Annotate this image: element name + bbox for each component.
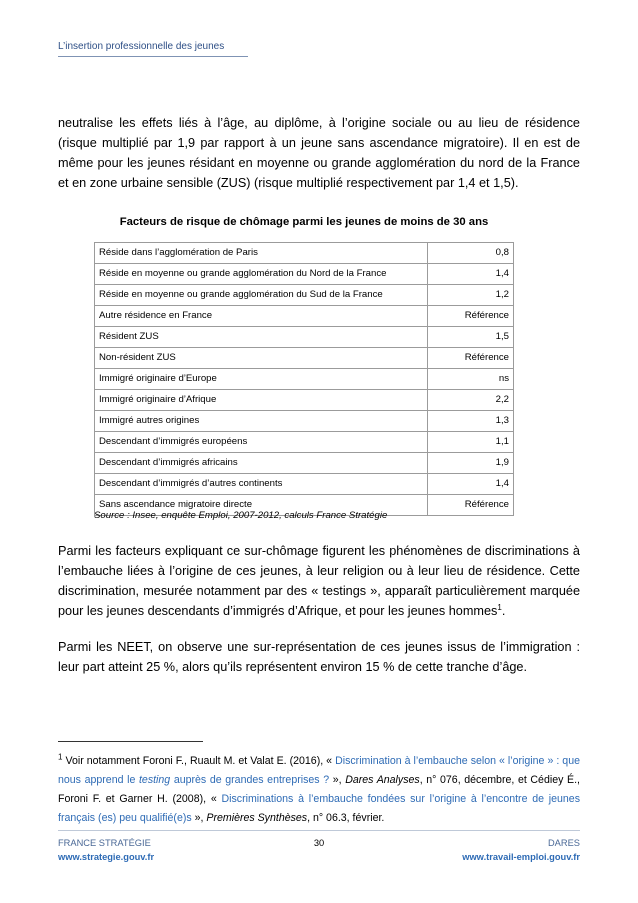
row-label: Descendant d’immigrés d’autres continents <box>95 474 428 495</box>
body-paragraph-2-end: . <box>501 604 506 618</box>
body-paragraph-2 <box>58 541 580 621</box>
row-label: Immigré autres origines <box>95 411 428 432</box>
row-value: 1,5 <box>428 327 514 348</box>
page-number: 30 <box>313 838 325 848</box>
row-label: Non-résident ZUS <box>95 348 428 369</box>
row-label: Réside dans l’agglomération de Paris <box>95 243 428 264</box>
row-value: Référence <box>428 306 514 327</box>
footer-travail-link[interactable]: www.travail-emploi.gouv.fr <box>462 852 580 862</box>
row-value: 2,2 <box>428 390 514 411</box>
footnote-text-1: Voir notamment Foroni F., Ruault M. et Valat E. (2016), « <box>62 755 336 767</box>
row-label: Réside en moyenne ou grande agglomération du Sud de la France <box>95 285 428 306</box>
row-value: 1,2 <box>428 285 514 306</box>
row-label: Descendant d’immigrés européens <box>95 432 428 453</box>
footnote-link-2[interactable]: Discriminations à l’embauche fondées sur l’origine à l’encontre de jeunes français (es) peu qualifié(e)s <box>58 793 580 824</box>
table-row <box>95 285 514 306</box>
risk-factors-table <box>94 242 514 516</box>
body-paragraph-3: Parmi les NEET, on observe une sur-représentation de ces jeunes issus de l’immigration : leur part atteint 25 %, alors qu’ils représentent environ 15 % de cette tranche d’âge. <box>58 640 580 674</box>
row-value: 1,9 <box>428 453 514 474</box>
row-label: Résident ZUS <box>95 327 428 348</box>
table-row <box>95 327 514 348</box>
table-row <box>95 474 514 495</box>
table-row <box>95 369 514 390</box>
table-row <box>95 306 514 327</box>
row-value: 1,4 <box>428 264 514 285</box>
table-row <box>95 264 514 285</box>
table-source: Source : Insee, enquête Emploi, 2007-2012, calculs France Stratégie <box>94 510 388 521</box>
table-row <box>95 432 514 453</box>
footer-strategie-link[interactable]: www.strategie.gouv.fr <box>58 852 155 862</box>
body-paragraph-2-text: Parmi les facteurs expliquant ce sur-chômage figurent les phénomènes de discriminations à l’embauche liées à l’origine de ces jeunes, à leur religion ou à leur lieu de résidence. Cette discrimination, mesurée notamment par des « testings », apparaît particulièrement marquée pour les jeunes descendants d’immigrés d’Afrique, et pour les jeunes hommes <box>58 544 580 618</box>
row-label: Immigré originaire d’Europe <box>95 369 428 390</box>
row-value: Référence <box>428 495 514 516</box>
table-row <box>95 243 514 264</box>
table-row <box>95 453 514 474</box>
body-paragraph-1: neutralise les effets liés à l’âge, au diplôme, à l’origine sociale ou au lieu de résidence (risque multiplié par 1,9 par rapport à un jeune sans ascendance migratoire). Il en est de même pour les jeunes résidant en moyenne ou grande agglomération du nord de la France et en zone urbaine sensible (ZUS) (risque multiplié respectivement par 1,4 et 1,5). <box>58 116 580 190</box>
row-value: Référence <box>428 348 514 369</box>
footer-org-label: FRANCE STRATÉGIE <box>58 838 151 848</box>
footnote-link-1-part-b[interactable]: auprès de grandes entreprises ? <box>170 774 330 786</box>
footnote-separator <box>58 741 203 742</box>
row-label: Autre résidence en France <box>95 306 428 327</box>
header-title: L’insertion professionnelle des jeunes <box>58 41 225 52</box>
footnote-text-3: , n° 076, décembre, et Cédiey É., Foroni F. et Garner H. (2008), « <box>58 774 580 805</box>
footer-separator <box>58 830 580 831</box>
footnote <box>58 752 580 828</box>
row-label: Immigré originaire d’Afrique <box>95 390 428 411</box>
row-value: 0,8 <box>428 243 514 264</box>
footer-right <box>462 836 580 864</box>
row-value: 1,1 <box>428 432 514 453</box>
risk-table-body <box>95 243 514 516</box>
row-value: ns <box>428 369 514 390</box>
row-value: 1,4 <box>428 474 514 495</box>
table-title: Facteurs de risque de chômage parmi les jeunes de moins de 30 ans <box>119 216 489 228</box>
table-row <box>95 390 514 411</box>
footnote-number: 1 <box>58 752 63 762</box>
running-header <box>58 36 248 57</box>
row-label: Sans ascendance migratoire directe <box>95 495 428 516</box>
footnote-link-1-italic[interactable]: testing <box>138 774 171 786</box>
footnote-link-1-part-a[interactable]: Discrimination à l’embauche selon « l’origine » : que nous apprend le <box>58 755 580 786</box>
footnote-text-5: , n° 06.3, février. <box>307 812 385 824</box>
footer-dares-label: DARES <box>547 838 580 848</box>
footnote-ref[interactable]: 1 <box>497 602 502 612</box>
table-row <box>95 411 514 432</box>
table-row <box>95 348 514 369</box>
row-label: Réside en moyenne ou grande agglomération du Nord de la France <box>95 264 428 285</box>
footnote-text-2: », <box>329 774 346 786</box>
footnote-text-4: », <box>191 812 207 824</box>
row-value: 1,3 <box>428 411 514 432</box>
footnote-publication-2: Premières Synthèses <box>206 812 308 824</box>
row-label: Descendant d’immigrés africains <box>95 453 428 474</box>
footnote-publication-1: Dares Analyses <box>345 774 420 786</box>
